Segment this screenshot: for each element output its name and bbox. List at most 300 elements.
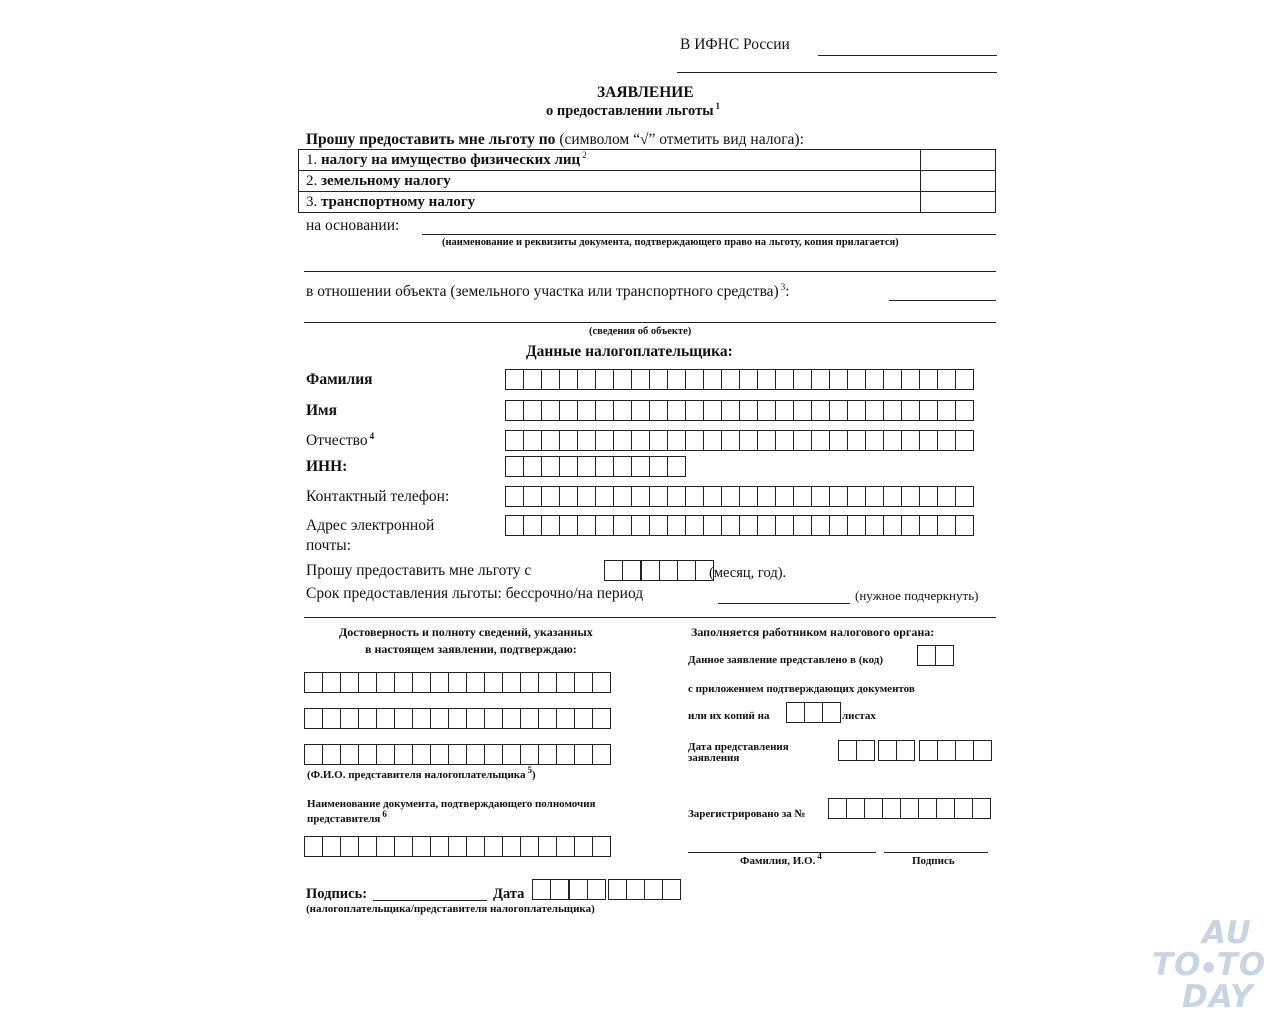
char-cell[interactable] — [955, 486, 974, 507]
char-cell[interactable] — [829, 515, 848, 536]
char-cell[interactable] — [846, 798, 865, 819]
char-cell[interactable] — [559, 400, 578, 421]
char-cell[interactable] — [484, 836, 503, 857]
char-cell[interactable] — [376, 836, 395, 857]
char-cell[interactable] — [667, 369, 686, 390]
phone-label: Контактный телефон: — [306, 488, 450, 505]
char-cell[interactable] — [703, 400, 722, 421]
char-cell[interactable] — [937, 430, 956, 451]
char-cell[interactable] — [466, 744, 485, 765]
phone-cells[interactable] — [505, 486, 973, 505]
char-cell[interactable] — [502, 708, 521, 729]
char-cell[interactable] — [538, 744, 557, 765]
char-cell[interactable] — [631, 369, 650, 390]
char-cell[interactable] — [466, 836, 485, 857]
char-cell[interactable] — [685, 430, 704, 451]
char-cell[interactable] — [541, 430, 560, 451]
char-cell[interactable] — [721, 400, 740, 421]
char-cell[interactable] — [937, 515, 956, 536]
char-cell[interactable] — [430, 708, 449, 729]
char-cell[interactable] — [608, 879, 627, 900]
char-cell[interactable] — [919, 400, 938, 421]
char-cell[interactable] — [757, 400, 776, 421]
char-cell[interactable] — [703, 430, 722, 451]
char-cell[interactable] — [520, 836, 539, 857]
char-cell[interactable] — [793, 430, 812, 451]
char-cell[interactable] — [484, 708, 503, 729]
char-cell[interactable] — [592, 708, 611, 729]
char-cell[interactable] — [523, 369, 542, 390]
char-cell[interactable] — [595, 515, 614, 536]
char-cell[interactable] — [376, 744, 395, 765]
char-cell[interactable] — [592, 836, 611, 857]
char-cell[interactable] — [649, 430, 668, 451]
char-cell[interactable] — [523, 400, 542, 421]
char-cell[interactable] — [739, 400, 758, 421]
ifns-label: В ИФНС России — [680, 36, 790, 53]
char-cell[interactable] — [775, 515, 794, 536]
char-cell[interactable] — [322, 672, 341, 693]
char-cell[interactable] — [587, 879, 606, 900]
char-cell[interactable] — [757, 515, 776, 536]
char-cell[interactable] — [502, 672, 521, 693]
char-cell[interactable] — [667, 456, 686, 477]
char-cell[interactable] — [811, 369, 830, 390]
char-cell[interactable] — [703, 486, 722, 507]
char-cell[interactable] — [811, 430, 830, 451]
char-cell[interactable] — [604, 560, 623, 581]
tax-row-label — [306, 173, 451, 190]
char-cell[interactable] — [811, 400, 830, 421]
submission-date-month-cells[interactable] — [878, 740, 914, 759]
char-cell[interactable] — [739, 369, 758, 390]
char-cell[interactable] — [937, 486, 956, 507]
signature-date-day-cells[interactable] — [532, 879, 568, 898]
char-cell[interactable] — [484, 744, 503, 765]
char-cell[interactable] — [838, 740, 857, 761]
char-cell[interactable] — [775, 369, 794, 390]
char-cell[interactable] — [538, 836, 557, 857]
char-cell[interactable] — [595, 369, 614, 390]
submitted-code-cells[interactable] — [917, 645, 953, 664]
char-cell[interactable] — [466, 708, 485, 729]
char-cell[interactable] — [505, 369, 524, 390]
char-cell[interactable] — [919, 515, 938, 536]
term-input-line[interactable] — [718, 603, 850, 604]
submission-date-day-cells[interactable] — [838, 740, 874, 759]
char-cell[interactable] — [793, 486, 812, 507]
char-cell[interactable] — [955, 369, 974, 390]
char-cell[interactable] — [644, 879, 663, 900]
char-cell[interactable] — [721, 486, 740, 507]
char-cell[interactable] — [631, 515, 650, 536]
char-cell[interactable] — [340, 672, 359, 693]
char-cell[interactable] — [649, 486, 668, 507]
char-cell[interactable] — [412, 672, 431, 693]
char-cell[interactable] — [340, 836, 359, 857]
char-cell[interactable] — [505, 515, 524, 536]
char-cell[interactable] — [667, 515, 686, 536]
ifns-second-line[interactable] — [677, 72, 997, 73]
char-cell[interactable] — [595, 400, 614, 421]
char-cell[interactable] — [667, 400, 686, 421]
char-cell[interactable] — [613, 456, 632, 477]
representative-name-cells-row3[interactable] — [304, 744, 610, 763]
char-cell[interactable] — [430, 672, 449, 693]
char-cell[interactable] — [520, 672, 539, 693]
char-cell[interactable] — [685, 486, 704, 507]
char-cell[interactable] — [955, 430, 974, 451]
char-cell[interactable] — [448, 744, 467, 765]
signature-date-month-cells[interactable] — [569, 879, 605, 898]
term-hint: (нужное подчеркнуть) — [855, 588, 979, 603]
authority-doc-label-line1: Наименование документа, подтверждающего полномочия — [307, 798, 596, 810]
char-cell[interactable] — [541, 400, 560, 421]
char-cell[interactable] — [523, 515, 542, 536]
char-cell[interactable] — [822, 702, 841, 723]
char-cell[interactable] — [685, 515, 704, 536]
tax-land-checkbox[interactable] — [920, 171, 995, 191]
char-cell[interactable] — [865, 486, 884, 507]
char-cell[interactable] — [901, 515, 920, 536]
char-cell[interactable] — [358, 672, 377, 693]
char-cell[interactable] — [577, 486, 596, 507]
object-label — [306, 283, 790, 301]
char-cell[interactable] — [376, 708, 395, 729]
authority-doc-label-text: представителя — [307, 813, 381, 825]
char-cell[interactable] — [358, 744, 377, 765]
char-cell[interactable] — [550, 879, 569, 900]
char-cell[interactable] — [882, 798, 901, 819]
char-cell[interactable] — [613, 400, 632, 421]
char-cell[interactable] — [631, 456, 650, 477]
officer-signature-hint: Подпись — [912, 855, 955, 867]
char-cell[interactable] — [613, 515, 632, 536]
char-cell[interactable] — [484, 672, 503, 693]
signature-input-line[interactable] — [373, 900, 487, 901]
char-cell[interactable] — [430, 744, 449, 765]
char-cell[interactable] — [322, 744, 341, 765]
char-cell[interactable] — [918, 798, 937, 819]
char-cell[interactable] — [937, 369, 956, 390]
char-cell[interactable] — [412, 708, 431, 729]
char-cell[interactable] — [626, 879, 645, 900]
char-cell[interactable] — [541, 369, 560, 390]
char-cell[interactable] — [757, 430, 776, 451]
char-cell[interactable] — [804, 702, 823, 723]
char-cell[interactable] — [541, 486, 560, 507]
char-cell[interactable] — [685, 400, 704, 421]
char-cell[interactable] — [757, 369, 776, 390]
char-cell[interactable] — [448, 672, 467, 693]
char-cell[interactable] — [631, 430, 650, 451]
char-cell[interactable] — [502, 836, 521, 857]
char-cell[interactable] — [613, 486, 632, 507]
char-cell[interactable] — [896, 740, 915, 761]
char-cell[interactable] — [520, 708, 539, 729]
char-cell[interactable] — [376, 672, 395, 693]
char-cell[interactable] — [577, 456, 596, 477]
char-cell[interactable] — [505, 400, 524, 421]
char-cell[interactable] — [865, 515, 884, 536]
char-cell[interactable] — [793, 515, 812, 536]
char-cell[interactable] — [577, 400, 596, 421]
char-cell[interactable] — [577, 369, 596, 390]
char-cell[interactable] — [936, 798, 955, 819]
char-cell[interactable] — [574, 708, 593, 729]
char-cell[interactable] — [865, 430, 884, 451]
char-cell[interactable] — [340, 744, 359, 765]
char-cell[interactable] — [662, 879, 681, 900]
char-cell[interactable] — [559, 486, 578, 507]
char-cell[interactable] — [883, 515, 902, 536]
char-cell[interactable] — [677, 560, 696, 581]
char-cell[interactable] — [955, 740, 974, 761]
char-cell[interactable] — [412, 744, 431, 765]
char-cell[interactable] — [394, 836, 413, 857]
char-cell[interactable] — [883, 400, 902, 421]
char-cell[interactable] — [541, 456, 560, 477]
char-cell[interactable] — [574, 672, 593, 693]
char-cell[interactable] — [322, 708, 341, 729]
char-cell[interactable] — [592, 672, 611, 693]
char-cell[interactable] — [574, 744, 593, 765]
char-cell[interactable] — [559, 515, 578, 536]
char-cell[interactable] — [595, 456, 614, 477]
char-cell[interactable] — [703, 369, 722, 390]
signature-label: Подпись: — [306, 886, 368, 902]
char-cell[interactable] — [631, 400, 650, 421]
char-cell[interactable] — [954, 798, 973, 819]
basis-input-line[interactable] — [422, 234, 996, 235]
char-cell[interactable] — [883, 369, 902, 390]
char-cell[interactable] — [649, 369, 668, 390]
char-cell[interactable] — [556, 672, 575, 693]
char-cell[interactable] — [556, 836, 575, 857]
char-cell[interactable] — [883, 430, 902, 451]
char-cell[interactable] — [829, 486, 848, 507]
patronymic-label-text: Отчество — [306, 432, 368, 449]
char-cell[interactable] — [556, 744, 575, 765]
char-cell[interactable] — [829, 369, 848, 390]
char-cell[interactable] — [901, 369, 920, 390]
char-cell[interactable] — [856, 740, 875, 761]
patronymic-cells[interactable] — [505, 430, 973, 449]
char-cell[interactable] — [739, 486, 758, 507]
basis-second-line[interactable] — [304, 271, 996, 272]
char-cell[interactable] — [775, 430, 794, 451]
char-cell[interactable] — [394, 744, 413, 765]
char-cell[interactable] — [659, 560, 678, 581]
object-input-line[interactable] — [889, 300, 996, 301]
char-cell[interactable] — [559, 456, 578, 477]
officer-signature-line[interactable] — [884, 852, 988, 853]
char-cell[interactable] — [973, 740, 992, 761]
representative-name-cells-row2[interactable] — [304, 708, 610, 727]
char-cell[interactable] — [828, 798, 847, 819]
char-cell[interactable] — [520, 744, 539, 765]
char-cell[interactable] — [775, 486, 794, 507]
char-cell[interactable] — [829, 430, 848, 451]
char-cell[interactable] — [883, 486, 902, 507]
representative-name-cells-row1[interactable] — [304, 672, 610, 691]
char-cell[interactable] — [847, 515, 866, 536]
char-cell[interactable] — [829, 400, 848, 421]
tax-transport-checkbox[interactable] — [920, 192, 995, 213]
sheets-count-cells[interactable] — [786, 702, 840, 721]
char-cell[interactable] — [322, 836, 341, 857]
char-cell[interactable] — [667, 486, 686, 507]
char-cell[interactable] — [865, 400, 884, 421]
char-cell[interactable] — [847, 486, 866, 507]
char-cell[interactable] — [541, 515, 560, 536]
submission-date-year-cells[interactable] — [919, 740, 991, 759]
inn-cells[interactable] — [505, 456, 685, 475]
char-cell[interactable] — [757, 486, 776, 507]
char-cell[interactable] — [919, 740, 938, 761]
char-cell[interactable] — [721, 430, 740, 451]
char-cell[interactable] — [556, 708, 575, 729]
char-cell[interactable] — [505, 456, 524, 477]
char-cell[interactable] — [972, 798, 991, 819]
char-cell[interactable] — [502, 744, 521, 765]
char-cell[interactable] — [448, 836, 467, 857]
char-cell[interactable] — [559, 430, 578, 451]
char-cell[interactable] — [919, 486, 938, 507]
char-cell[interactable] — [847, 369, 866, 390]
document-subtitle — [546, 103, 720, 120]
start-month-cells[interactable] — [604, 560, 640, 579]
char-cell[interactable] — [667, 430, 686, 451]
start-year-cells[interactable] — [641, 560, 713, 579]
footnote-mark: 3 — [780, 281, 786, 292]
basis-hint: (наименование и реквизиты документа, подтверждающего право на льготу, копия прилагается) — [442, 237, 899, 248]
char-cell[interactable] — [430, 836, 449, 857]
char-cell[interactable] — [901, 400, 920, 421]
char-cell[interactable] — [304, 744, 323, 765]
char-cell[interactable] — [523, 456, 542, 477]
name-label: Имя — [306, 402, 337, 419]
char-cell[interactable] — [900, 798, 919, 819]
confirmation-title-line1: Достоверность и полноту сведений, указанных — [339, 625, 593, 639]
char-cell[interactable] — [739, 515, 758, 536]
submission-date-label-line2: заявления — [688, 752, 740, 764]
char-cell[interactable] — [505, 430, 524, 451]
tax-row-text: транспортному налогу — [321, 194, 476, 210]
char-cell[interactable] — [631, 486, 650, 507]
char-cell[interactable] — [304, 836, 323, 857]
char-cell[interactable] — [412, 836, 431, 857]
char-cell[interactable] — [577, 430, 596, 451]
char-cell[interactable] — [340, 708, 359, 729]
char-cell[interactable] — [595, 430, 614, 451]
char-cell[interactable] — [649, 456, 668, 477]
char-cell[interactable] — [358, 836, 377, 857]
char-cell[interactable] — [577, 515, 596, 536]
char-cell[interactable] — [559, 369, 578, 390]
char-cell[interactable] — [394, 708, 413, 729]
char-cell[interactable] — [592, 744, 611, 765]
char-cell[interactable] — [466, 672, 485, 693]
char-cell[interactable] — [917, 645, 936, 666]
char-cell[interactable] — [955, 400, 974, 421]
char-cell[interactable] — [394, 672, 413, 693]
char-cell[interactable] — [304, 672, 323, 693]
char-cell[interactable] — [649, 515, 668, 536]
char-cell[interactable] — [574, 836, 593, 857]
char-cell[interactable] — [865, 369, 884, 390]
char-cell[interactable] — [613, 369, 632, 390]
char-cell[interactable] — [685, 369, 704, 390]
char-cell[interactable] — [935, 645, 954, 666]
watermark-line2 — [1152, 947, 1266, 983]
char-cell[interactable] — [937, 400, 956, 421]
char-cell[interactable] — [786, 702, 805, 723]
char-cell[interactable] — [793, 400, 812, 421]
benefit-request-lead — [306, 131, 804, 149]
term-label: Срок предоставления льготы: бессрочно/на период — [306, 585, 644, 602]
char-cell[interactable] — [739, 430, 758, 451]
char-cell[interactable] — [703, 515, 722, 536]
email-cells[interactable] — [505, 515, 973, 534]
char-cell[interactable] — [358, 708, 377, 729]
char-cell[interactable] — [901, 486, 920, 507]
char-cell[interactable] — [793, 369, 812, 390]
char-cell[interactable] — [304, 708, 323, 729]
char-cell[interactable] — [847, 400, 866, 421]
name-cells[interactable] — [505, 400, 973, 419]
char-cell[interactable] — [864, 798, 883, 819]
char-cell[interactable] — [847, 430, 866, 451]
char-cell[interactable] — [955, 515, 974, 536]
sheets-label: листах — [842, 710, 876, 722]
char-cell[interactable] — [538, 672, 557, 693]
char-cell[interactable] — [613, 430, 632, 451]
char-cell[interactable] — [721, 515, 740, 536]
registration-number-cells[interactable] — [828, 798, 990, 817]
signature-date-year-cells[interactable] — [608, 879, 680, 898]
char-cell[interactable] — [878, 740, 897, 761]
char-cell[interactable] — [641, 560, 660, 581]
char-cell[interactable] — [649, 400, 668, 421]
object-second-line[interactable] — [304, 322, 996, 323]
char-cell[interactable] — [901, 430, 920, 451]
ifns-input-line[interactable] — [818, 55, 997, 56]
char-cell[interactable] — [937, 740, 956, 761]
char-cell[interactable] — [622, 560, 641, 581]
char-cell[interactable] — [811, 486, 830, 507]
tax-property-checkbox[interactable] — [920, 150, 995, 170]
char-cell[interactable] — [919, 369, 938, 390]
char-cell[interactable] — [523, 430, 542, 451]
authority-doc-cells[interactable] — [304, 836, 610, 855]
surname-cells[interactable] — [505, 369, 973, 388]
tax-office-title: Заполняется работником налогового органа: — [691, 625, 935, 639]
char-cell[interactable] — [569, 879, 588, 900]
char-cell[interactable] — [721, 369, 740, 390]
char-cell[interactable] — [811, 515, 830, 536]
tax-row-text: земельному налогу — [321, 173, 451, 189]
char-cell[interactable] — [505, 486, 524, 507]
char-cell[interactable] — [775, 400, 794, 421]
officer-name-line[interactable] — [688, 852, 876, 853]
char-cell[interactable] — [448, 708, 467, 729]
char-cell[interactable] — [595, 486, 614, 507]
char-cell[interactable] — [523, 486, 542, 507]
char-cell[interactable] — [919, 430, 938, 451]
char-cell[interactable] — [532, 879, 551, 900]
char-cell[interactable] — [538, 708, 557, 729]
